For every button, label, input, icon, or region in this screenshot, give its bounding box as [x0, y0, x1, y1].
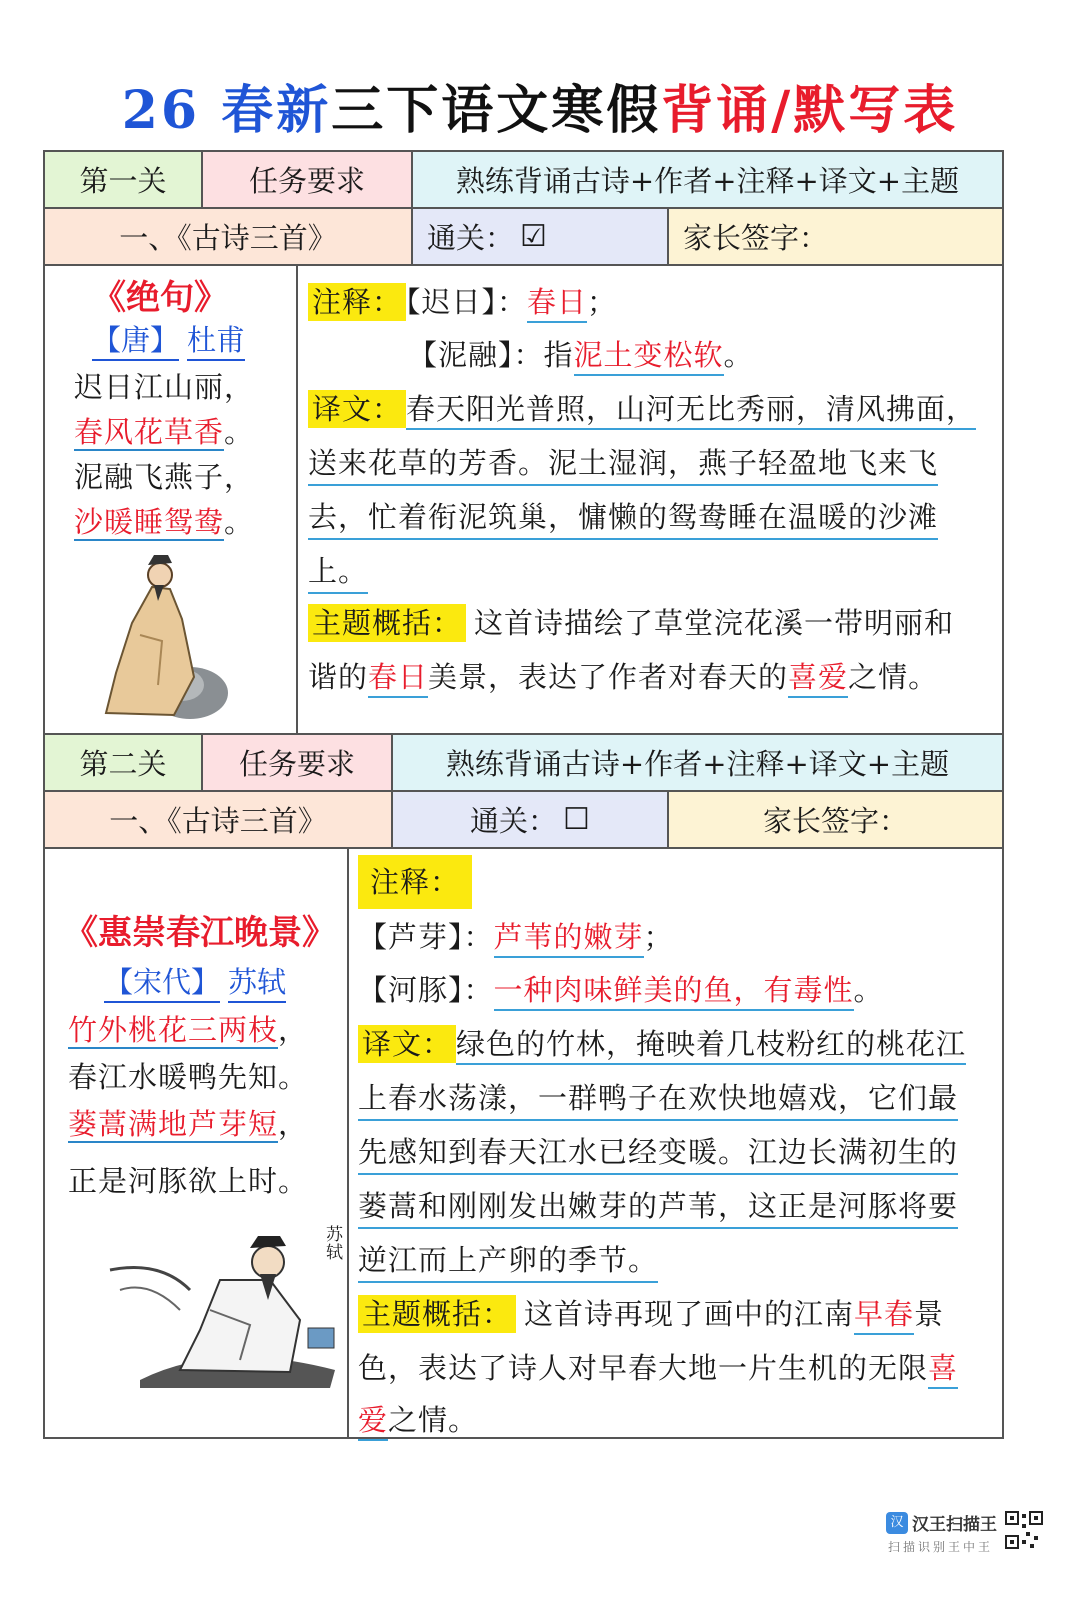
level1-theme-row-1 — [308, 601, 954, 642]
level1-line4-text: 沙暖睡鸳鸯 — [74, 505, 225, 539]
watermark-brand: 汉王扫描王 — [912, 1515, 997, 1535]
level2-trans-line-4: 蒌蒿和刚刚发出嫩芽的芦苇，这正是河豚将要 — [358, 1184, 958, 1229]
title-part-1: 26 春新 — [121, 80, 332, 141]
level1-line2-text: 春风花草香 — [74, 415, 225, 449]
watermark — [886, 1510, 1066, 1560]
level2-poem-line-2: 春江水暖鸭先知。 — [68, 1060, 309, 1094]
level1-divider — [296, 266, 298, 733]
level1-note2-def: 泥土变松软 — [574, 338, 724, 376]
level2-poem-line-4: 正是河豚欲上时。 — [68, 1164, 309, 1198]
level2-note2-end: 。 — [853, 973, 884, 1007]
title-part-3: 背诵/默写表 — [661, 80, 959, 141]
level1-pass — [413, 209, 669, 266]
scanner-logo-icon: 汉 — [886, 1512, 908, 1534]
watermark-sub: 扫描识别王中王 — [888, 1540, 994, 1554]
level2-author — [104, 960, 286, 1001]
level2-sign — [669, 792, 1002, 849]
level1-note2-pre: 指 — [543, 338, 574, 372]
level1-trans-line-4: 上。 — [308, 549, 368, 594]
level1-theme-b1: 谐的 — [308, 660, 369, 694]
level1-pass-label: 通关： — [427, 221, 515, 255]
qr-code-icon — [1004, 1510, 1044, 1550]
level2-note2-row — [358, 968, 884, 1009]
level2-note1-term: 【芦芽】： — [358, 920, 494, 954]
level1-line2-punct: 。 — [224, 415, 255, 449]
level2-lesson-text: 一、《古诗三首》 — [109, 804, 327, 838]
level2-theme-label: 主题概括： — [358, 1295, 516, 1333]
poet-su-shi-illustration — [100, 1230, 340, 1390]
level1-theme-b5: 之情。 — [848, 660, 939, 694]
level2-theme-c2: 之情。 — [388, 1403, 479, 1437]
level1-theme-row-2 — [308, 655, 938, 696]
level2-theme-b2: 喜 — [928, 1351, 958, 1389]
level2-sign-label: 家长签字： — [762, 804, 908, 838]
level1-author — [92, 318, 245, 359]
level1-trans-line-3: 去，忙着衔泥筑巢，慵懒的鸳鸯睡在温暖的沙滩 — [308, 495, 938, 540]
level1-author-name: 杜甫 — [187, 323, 245, 361]
level2-theme-b1: 色，表达了诗人对早春大地一片生机的无限 — [358, 1351, 929, 1385]
level1-task — [413, 152, 1002, 209]
level2-task-label-text: 任务要求 — [238, 747, 355, 781]
level2-note1-end: ； — [643, 920, 674, 954]
level2-author-name: 苏轼 — [228, 965, 286, 1003]
level1-task-label — [203, 152, 413, 209]
level2-line3-text: 蒌蒿满地芦芽短 — [68, 1107, 279, 1141]
level1-trans-line-2: 送来花草的芳香。泥土湿润，燕子轻盈地飞来飞 — [308, 441, 938, 486]
level2-notes-label-row — [358, 860, 472, 901]
level2-theme-a2: 早春 — [854, 1297, 914, 1335]
level2-note1-def: 芦苇的嫩芽 — [494, 920, 644, 958]
level2-trans-line-5: 逆江而上产卵的季节。 — [358, 1238, 658, 1283]
level2-task — [393, 735, 1002, 792]
poet-du-fu-illustration — [90, 545, 240, 725]
level1-theme-label: 主题概括： — [308, 604, 466, 642]
level1-note2-end: 。 — [723, 338, 754, 372]
level2-trans-row-1 — [358, 1022, 966, 1063]
level2-trans-line-3: 先感知到春天江水已经变暖。江边长满初生的 — [358, 1130, 958, 1175]
level2-trans-line-2: 上春水荡漾，一群鸭子在欢快地嬉戏，它们最 — [358, 1076, 958, 1121]
level1-note1-def: 春日 — [527, 285, 587, 323]
level1-poem-line-1: 迟日江山丽， — [74, 370, 255, 404]
level1-notes-label: 注释： — [308, 283, 406, 321]
level2-note2-term: 【河豚】： — [358, 973, 494, 1007]
level1-notes-row-2 — [408, 333, 754, 374]
level1-stage-text: 第一关 — [79, 164, 167, 198]
level2-figure-label: 苏轼 — [322, 1225, 342, 1261]
level1-note2-term: 【泥融】： — [408, 338, 544, 372]
level2-lesson — [45, 792, 393, 849]
level1-task-text: 熟练背诵古诗+作者+注释+译文+主题 — [455, 164, 960, 198]
page-title — [0, 68, 1080, 143]
level2-theme-row-3 — [358, 1398, 478, 1439]
level2-pass-label: 通关： — [470, 804, 558, 838]
title-part-2: 三下语文寒假 — [331, 80, 662, 141]
level1-poem-title: 《绝句》 — [92, 278, 228, 318]
level2-notes-label: 注释： — [358, 855, 472, 909]
level1-dynasty: 【唐】 — [92, 323, 179, 361]
level2-task-label — [203, 735, 393, 792]
level1-task-label-text: 任务要求 — [248, 164, 365, 198]
level1-theme-b3: 美景，表达了作者对春天的 — [428, 660, 789, 694]
level2-note1-row — [358, 915, 674, 956]
level2-trans-line-1: 绿色的竹林，掩映着几枝粉红的桃花江 — [456, 1027, 966, 1065]
level1-lesson-text: 一、《古诗三首》 — [119, 221, 337, 255]
level2-theme-row-2 — [358, 1346, 958, 1387]
level2-note2-def: 一种肉味鲜美的鱼，有毒性 — [494, 973, 854, 1011]
level1-note1-term: 【迟日】： — [406, 285, 528, 319]
level1-theme-b2: 春日 — [368, 660, 428, 698]
level2-stage — [45, 735, 203, 792]
level1-poem-line-4 — [74, 500, 254, 541]
level2-dynasty: 【宋代】 — [104, 965, 220, 1003]
level2-stage-text: 第二关 — [79, 747, 167, 781]
level2-poem-line-1 — [68, 1008, 308, 1049]
level2-task-text: 熟练背诵古诗+作者+注释+译文+主题 — [445, 747, 950, 781]
level2-theme-c1: 爱 — [358, 1403, 388, 1441]
level1-pass-checkbox[interactable]: ☑ — [520, 219, 547, 254]
level2-line1-text: 竹外桃花三两枝 — [68, 1013, 279, 1047]
level1-lesson — [45, 209, 413, 266]
level2-line3-punct: ， — [278, 1107, 309, 1141]
level1-sign — [669, 209, 1002, 266]
level1-notes-row-1 — [308, 280, 617, 321]
level1-note1-end: ； — [587, 285, 618, 319]
level2-pass — [393, 792, 669, 849]
level1-theme-a: 这首诗描绘了草堂浣花溪一带明丽和 — [474, 606, 955, 640]
level2-pass-checkbox[interactable]: ☐ — [563, 802, 590, 837]
level1-trans-line-1: 春天阳光普照，山河无比秀丽，清风拂面， — [406, 392, 976, 430]
level2-theme-row-1 — [358, 1292, 944, 1333]
level2-poem-title: 《惠崇春江晚景》 — [64, 913, 336, 953]
level2-poem-line-3 — [68, 1102, 308, 1143]
level2-trans-label: 译文： — [358, 1025, 456, 1063]
level1-sign-label: 家长签字： — [683, 221, 829, 255]
level2-theme-a1: 这首诗再现了画中的江南 — [524, 1297, 855, 1331]
level1-poem-line-3: 泥融飞燕子， — [74, 460, 255, 494]
level2-theme-a3: 景 — [914, 1297, 945, 1331]
level2-line1-punct: ， — [278, 1013, 309, 1047]
level1-stage — [45, 152, 203, 209]
level1-poem-line-2 — [74, 410, 254, 451]
level1-theme-b4: 喜爱 — [788, 660, 848, 698]
level1-trans-row-1 — [308, 387, 976, 428]
level1-line4-punct: 。 — [224, 505, 255, 539]
level2-divider — [347, 849, 349, 1437]
level1-trans-label: 译文： — [308, 390, 406, 428]
